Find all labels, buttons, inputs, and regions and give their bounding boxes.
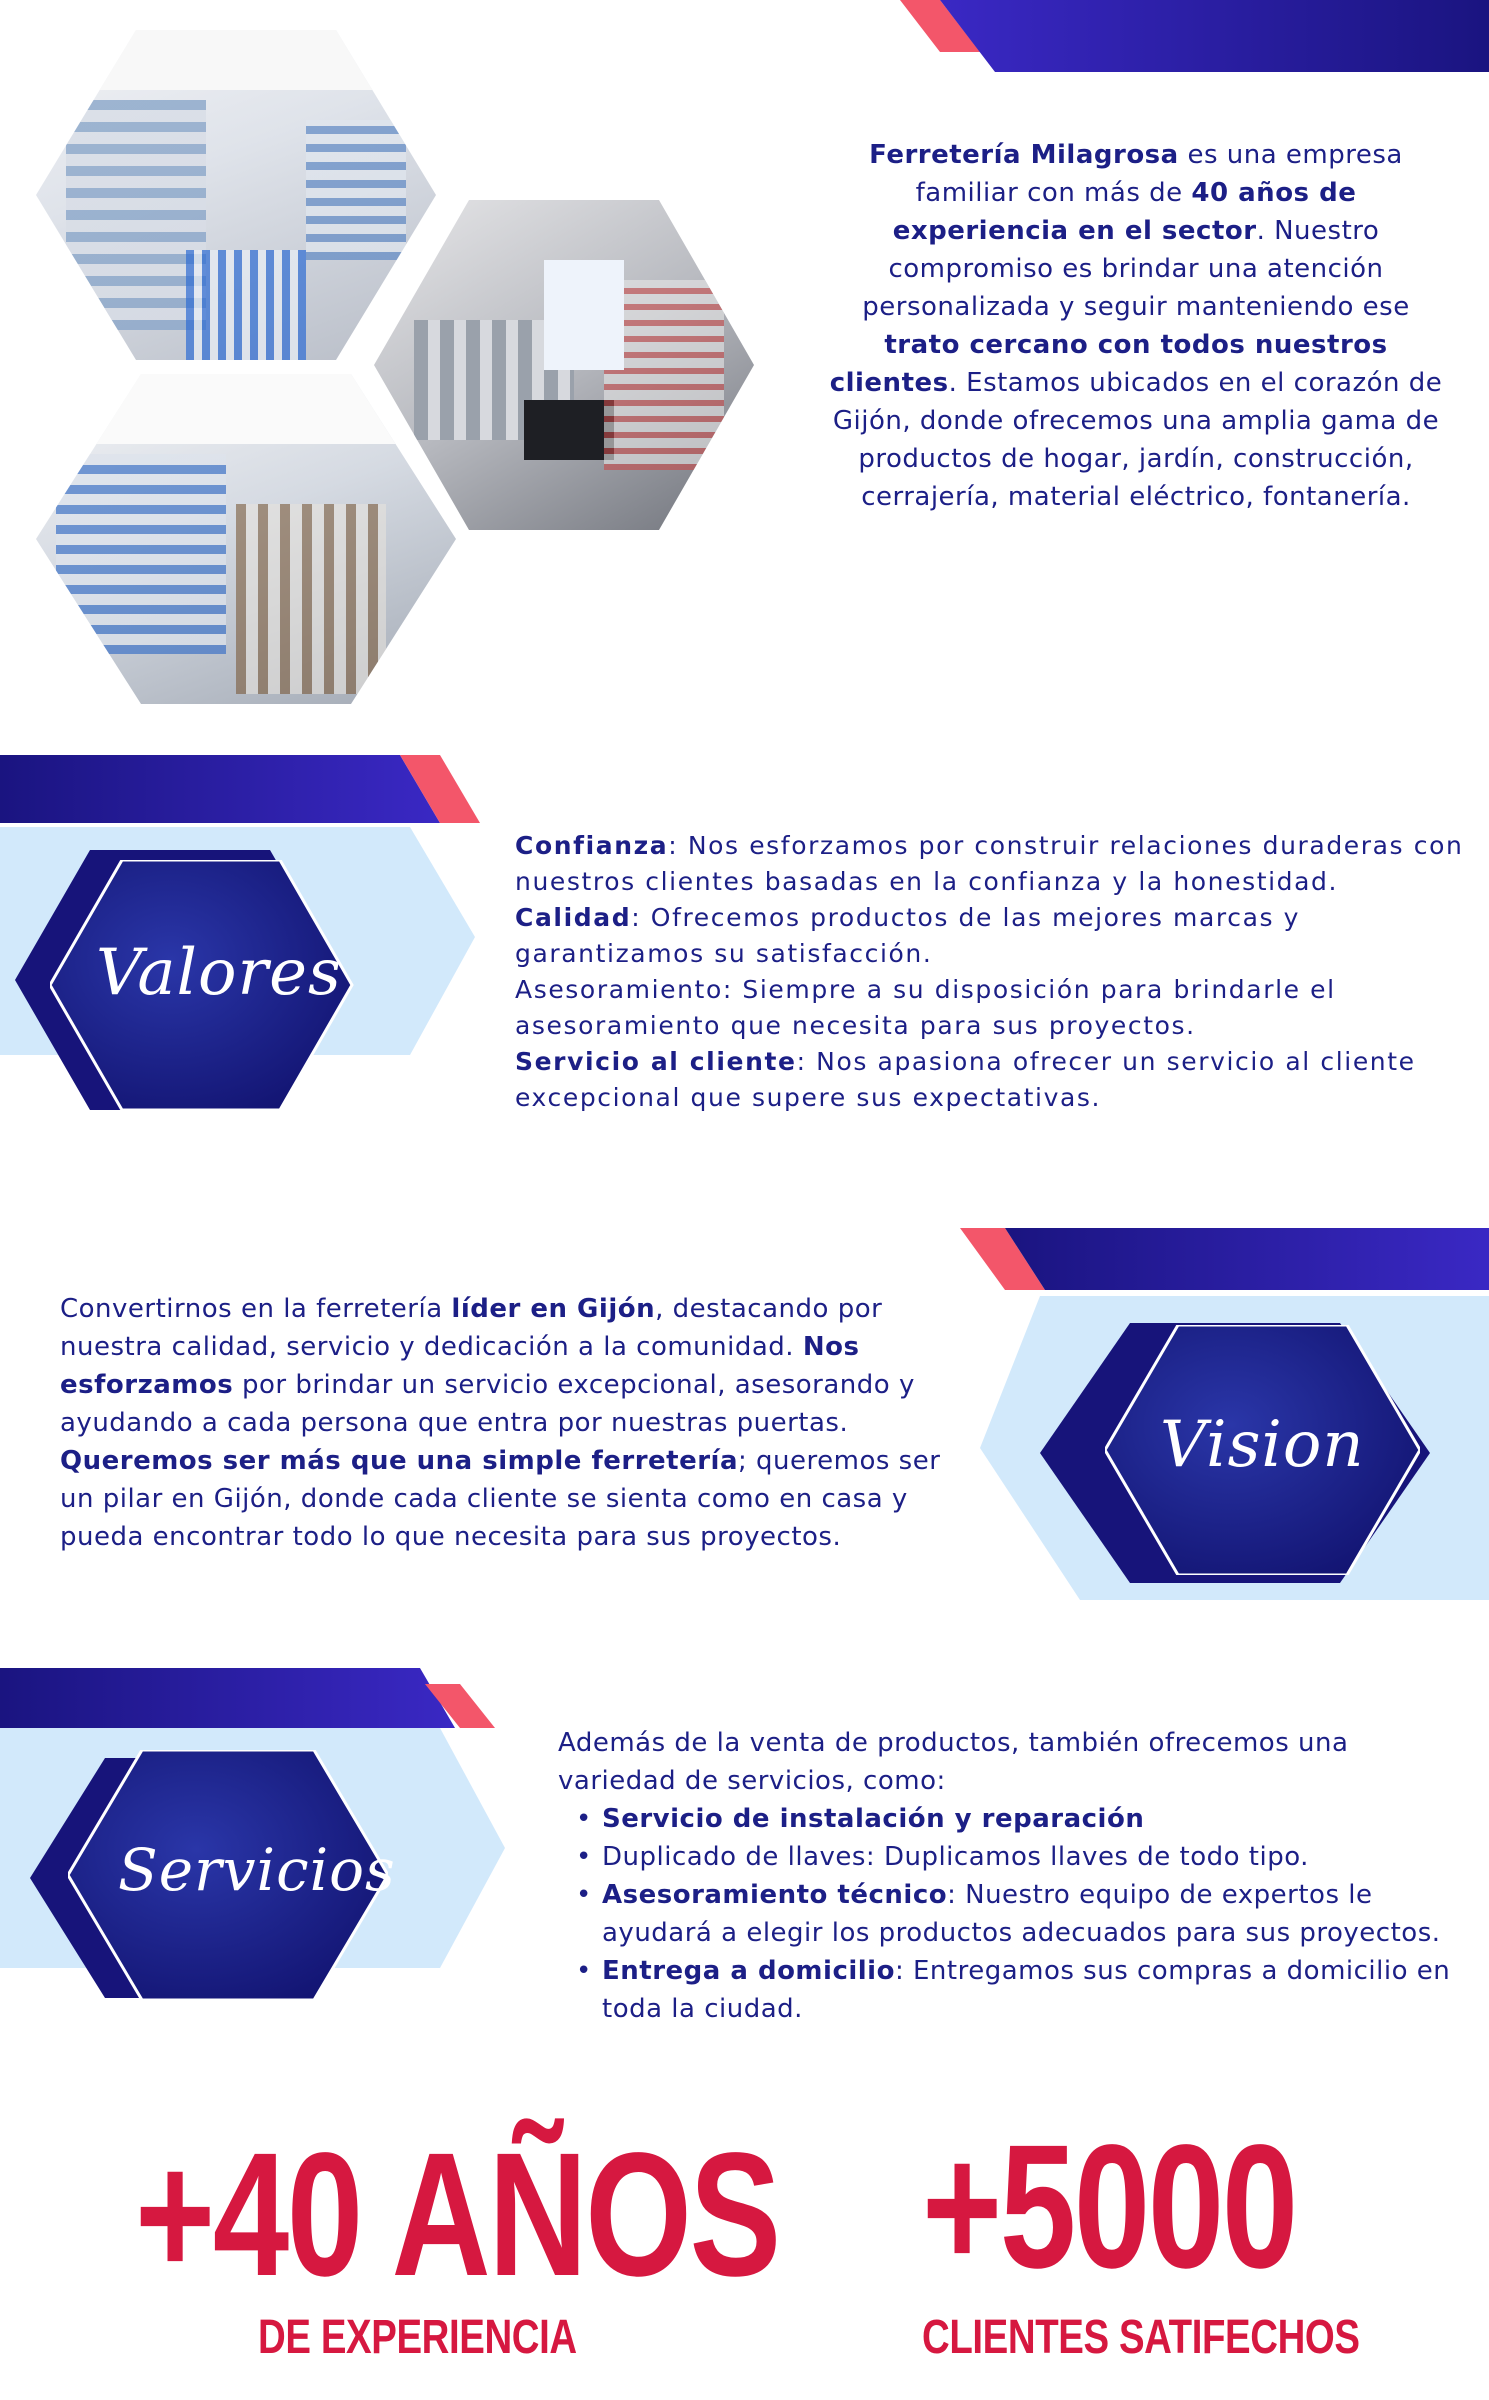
stat-clients: +5000: [922, 2109, 1296, 2305]
top-ribbon: [900, 0, 1489, 75]
list-item: • Servicio de instalación y reparación: [602, 1800, 1468, 1838]
vision-text: Convertirnos en la ferretería líder en Gijón, destacando por nuestra calidad, servicio y dedicación a la comunidad. Nos esforzamos por brindar un servicio excepcional, asesorando y ayudando a cada persona que entra por nuestras puertas. Queremos ser más que una simple ferretería; queremos ser un pilar en Gijón, donde cada cliente se sienta como en casa y pueda encontrar todo lo que necesita para sus proyectos.: [60, 1294, 941, 1552]
servicios-text: Además de la venta de productos, también ofrecemos una variedad de servicios, como: • Servicio de instalación y reparación • Duplicado de llaves: Duplicamos llaves de todo tipo. • Asesoramiento técnico: Nuestro equipo de expertos le ayudará a elegir los productos adecuados para sus proyectos. • Entrega a domicilio: Entregamos sus compras a domicilio en toda la ciudad.: [558, 1724, 1468, 2028]
vision-title: Vision: [1160, 1408, 1365, 1482]
intro-text: Ferretería Milagrosa es una empresa familiar con más de 40 años de experiencia en el sector. Nuestro compromiso es brindar una atención personalizada y seguir manteniendo ese trato cercano con todos nuestros clientes. Estamos ubicados en el corazón de Gijón, donde ofrecemos una amplia gama de productos de hogar, jardín, construcción, cerrajería, material eléctrico, fontanería.: [829, 140, 1443, 512]
stat-clients-label: CLIENTES SATIFECHOS: [922, 2311, 1360, 2364]
valores-title: Valores: [96, 936, 342, 1010]
valores-text: Confianza: Nos esforzamos por construir relaciones duraderas con nuestros clientes basadas en la confianza y la honestidad. Calidad: Ofrecemos productos de las mejores marcas y garantizamos su satisfacción. Asesoramiento: Siempre a su disposición para brindarle el asesoramiento que necesita para sus proyectos. Servicio al cliente: Nos apasiona ofrecer un servicio al cliente excepcional que supere sus expectativas.: [515, 831, 1464, 1112]
store-photo-1: [36, 30, 436, 360]
list-item: • Entrega a domicilio: Entregamos sus compras a domicilio en toda la ciudad.: [602, 1952, 1468, 2028]
company-name: Ferretería Milagrosa: [869, 140, 1179, 170]
list-item: • Duplicado de llaves: Duplicamos llaves de todo tipo.: [602, 1838, 1468, 1876]
stat-years-label: DE EXPERIENCIA: [258, 2311, 577, 2364]
servicios-title: Servicios: [118, 1836, 396, 1904]
list-item: • Asesoramiento técnico: Nuestro equipo de expertos le ayudará a elegir los productos adecuados para sus proyectos.: [602, 1876, 1468, 1952]
servicios-list: [558, 1800, 1468, 2028]
stat-years: +40 AÑOS: [135, 2117, 779, 2313]
store-photo-2: [374, 200, 754, 530]
store-photo-3: [36, 374, 456, 704]
